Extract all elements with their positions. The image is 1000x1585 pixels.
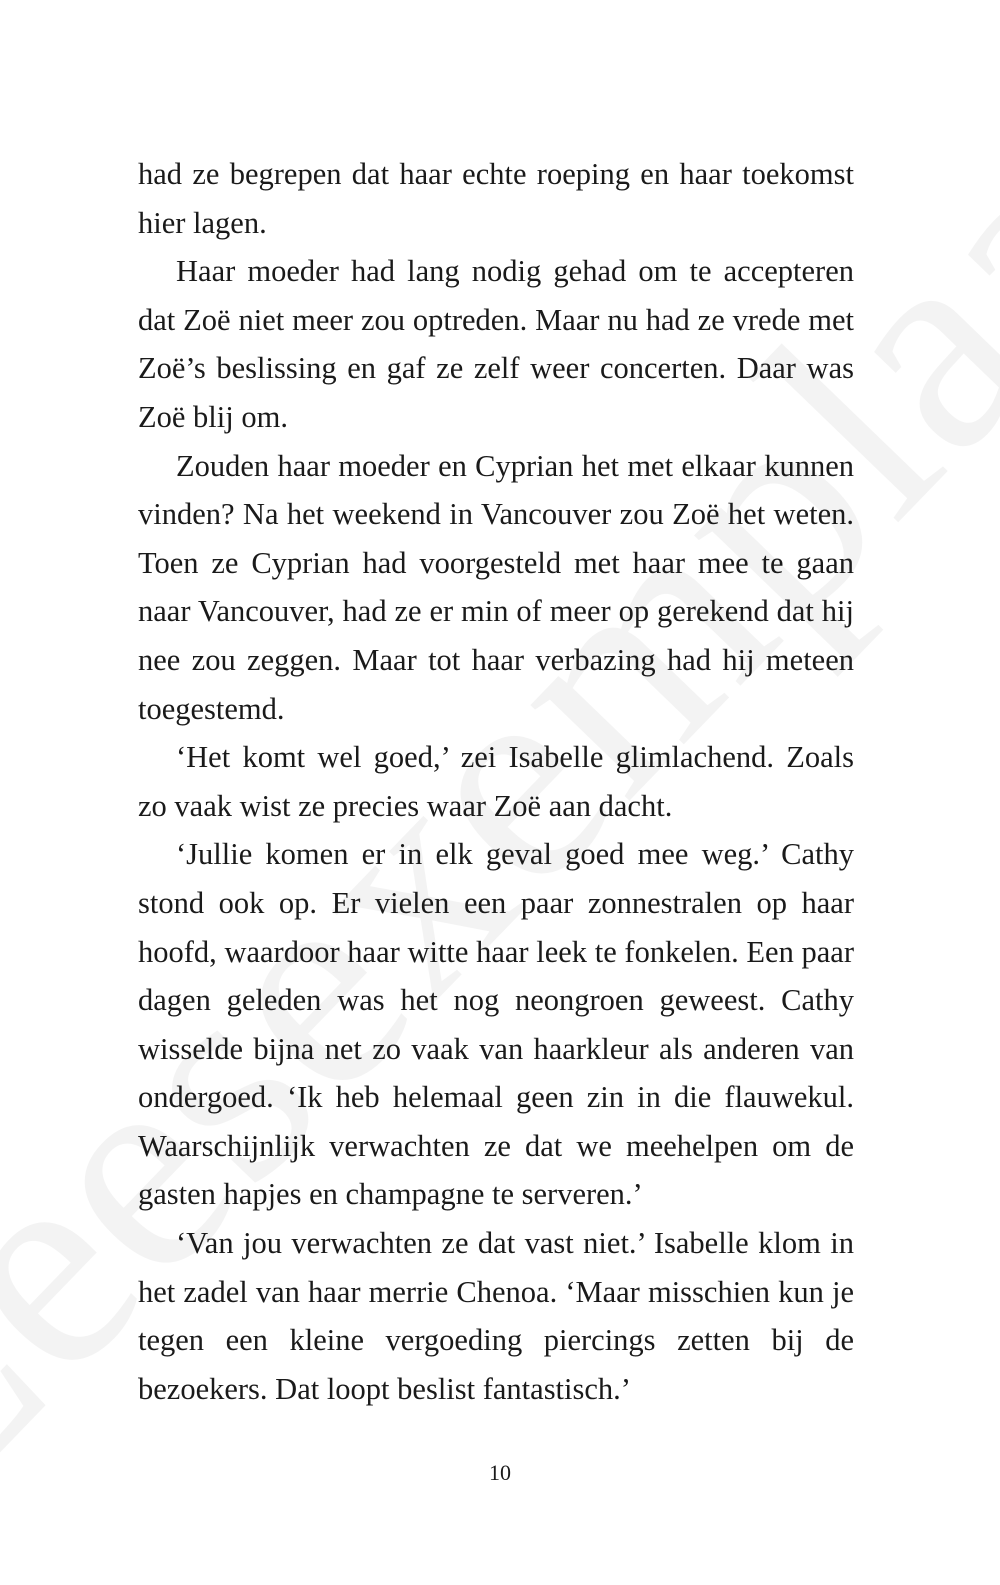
paragraph: ‘Jullie komen er in elk geval goed mee weg.’ Cathy stond ook op. Er vielen een paar zonnestralen op haar hoofd, waardoor haar witte haar leek te fonkelen. Een paar dagen geleden was het nog neongroen geweest. Cathy wisselde bijna net zo vaak van haarkleur als anderen van ondergoed. ‘Ik heb helemaal geen zin in die flauwekul. Waarschijnlijk verwachten ze dat we meehelpen om de gasten hapjes en champagne te serveren.’ (138, 837, 854, 1212)
paragraph: had ze begrepen dat haar echte roeping en haar toekomst hier lagen. (138, 157, 854, 240)
paragraph: ‘Het komt wel goed,’ zei Isabelle glimlachend. Zoals zo vaak wist ze precies waar Zoë aan dacht. (138, 740, 854, 823)
paragraph: Zouden haar moeder en Cyprian het met elkaar kunnen vinden? Na het weekend in Vancouver zou Zoë het weten. Toen ze Cyprian had voorgesteld met haar mee te gaan naar Vancouver, had ze er min of meer op gerekend dat hij nee zou zeggen. Maar tot haar verbazing had hij meteen toegestemd. (138, 448, 854, 726)
body-text (138, 150, 854, 1413)
page-number: 10 (489, 1460, 511, 1485)
paragraph: Haar moeder had lang nodig gehad om te accepteren dat Zoë niet meer zou optreden. Maar nu had ze vrede met Zoë’s beslissing en gaf ze zelf weer concerten. Daar was Zoë blij om. (138, 254, 854, 434)
paragraph: ‘Van jou verwachten ze dat vast niet.’ Isabelle klom in het zadel van haar merrie Chenoa. ‘Maar misschien kun je tegen een kleine vergoeding piercings zetten bij de bezoekers. Dat loopt beslist fantastisch.’ (138, 1226, 854, 1406)
